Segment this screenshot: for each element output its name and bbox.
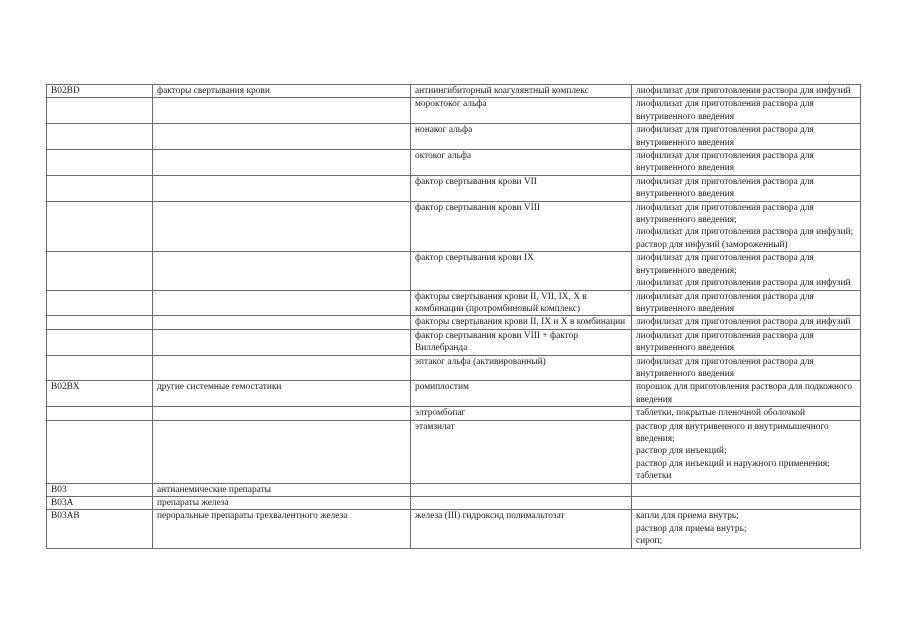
atc-group-cell: антианемические препараты (153, 483, 411, 496)
table-row (47, 124, 861, 150)
atc-group-cell: другие системные гемостатики (153, 381, 411, 407)
drug-name-cell: антиингибиторный коагулянтный комплекс (411, 85, 632, 98)
atc-code-cell (47, 420, 153, 483)
table-row (47, 497, 861, 510)
atc-group-cell: факторы свертывания крови (153, 85, 411, 98)
atc-group-cell (153, 355, 411, 381)
atc-code-cell (47, 355, 153, 381)
dosage-form-cell: лиофилизат для приготовления раствора для внутривенного введения (632, 98, 861, 124)
dosage-form-cell: лиофилизат для приготовления раствора для внутривенного введения (632, 329, 861, 355)
dosage-form-cell: лиофилизат для приготовления раствора для внутривенного введения (632, 124, 861, 150)
drug-name-cell: элтромбопаг (411, 407, 632, 420)
table-row (47, 98, 861, 124)
dosage-form-cell: лиофилизат для приготовления раствора для внутривенного введения (632, 150, 861, 176)
drug-name-cell: эптаког альфа (активированный) (411, 355, 632, 381)
dosage-form-cell: лиофилизат для приготовления раствора для внутривенного введения; лиофилизат для приготовления раствора для инфузий (632, 252, 861, 290)
table-row (47, 150, 861, 176)
dosage-form-cell: лиофилизат для приготовления раствора для инфузий (632, 85, 861, 98)
table-row (47, 483, 861, 496)
dosage-form-cell: лиофилизат для приготовления раствора для инфузий (632, 316, 861, 329)
drug-name-cell: фактор свертывания крови VII (411, 175, 632, 201)
table-row (47, 201, 861, 252)
drug-list-table (46, 84, 861, 549)
table-row (47, 381, 861, 407)
drug-name-cell: фактор свертывания крови VIII (411, 201, 632, 252)
atc-code-cell (47, 252, 153, 290)
drug-name-cell: этамзилат (411, 420, 632, 483)
atc-group-cell (153, 150, 411, 176)
atc-code-cell (47, 150, 153, 176)
atc-code-cell (47, 407, 153, 420)
table-row (47, 329, 861, 355)
dosage-form-cell: капли для приема внутрь; раствор для приема внутрь; сироп; (632, 510, 861, 548)
dosage-form-cell: лиофилизат для приготовления раствора для внутривенного введения (632, 175, 861, 201)
table-row (47, 290, 861, 316)
drug-name-cell: факторы свертывания крови II, VII, IX, X в комбинации (протромбиновый комплекс) (411, 290, 632, 316)
table-row (47, 355, 861, 381)
drug-name-cell: нонаког альфа (411, 124, 632, 150)
table-row (47, 407, 861, 420)
drug-list-body (47, 85, 861, 549)
atc-group-cell: препараты железа (153, 497, 411, 510)
table-row (47, 252, 861, 290)
atc-group-cell (153, 252, 411, 290)
drug-name-cell: фактор свертывания крови VIII + фактор Виллебранда (411, 329, 632, 355)
atc-group-cell (153, 407, 411, 420)
dosage-form-cell: порошок для приготовления раствора для подкожного введения (632, 381, 861, 407)
atc-code-cell (47, 98, 153, 124)
atc-group-cell (153, 124, 411, 150)
atc-group-cell (153, 329, 411, 355)
drug-name-cell: железа (III) гидроксид полимальтозат (411, 510, 632, 548)
table-row (47, 316, 861, 329)
atc-code-cell (47, 201, 153, 252)
table-row (47, 420, 861, 483)
dosage-form-cell: раствор для внутривенного и внутримышечного введения; раствор для инъекций; раствор для инъекций и наружного применения; таблетки (632, 420, 861, 483)
atc-code-cell (47, 124, 153, 150)
drug-name-cell: фактор свертывания крови IX (411, 252, 632, 290)
drug-name-cell: ромиплостим (411, 381, 632, 407)
dosage-form-cell (632, 497, 861, 510)
drug-name-cell (411, 483, 632, 496)
atc-code-cell: B03AB (47, 510, 153, 548)
atc-code-cell: B02BD (47, 85, 153, 98)
atc-group-cell: пероральные препараты трехвалентного железа (153, 510, 411, 548)
atc-group-cell (153, 98, 411, 124)
dosage-form-cell: таблетки, покрытые пленочной оболочкой (632, 407, 861, 420)
atc-group-cell (153, 201, 411, 252)
atc-group-cell (153, 316, 411, 329)
table-row (47, 175, 861, 201)
atc-code-cell (47, 175, 153, 201)
atc-group-cell (153, 290, 411, 316)
atc-code-cell: B03 (47, 483, 153, 496)
atc-code-cell (47, 290, 153, 316)
table-row (47, 85, 861, 98)
drug-name-cell: октоког альфа (411, 150, 632, 176)
drug-name-cell: мороктоког альфа (411, 98, 632, 124)
drug-name-cell: факторы свертывания крови II, IX и X в комбинации (411, 316, 632, 329)
atc-code-cell: B02BX (47, 381, 153, 407)
dosage-form-cell: лиофилизат для приготовления раствора для внутривенного введения (632, 355, 861, 381)
atc-code-cell: B03A (47, 497, 153, 510)
dosage-form-cell: лиофилизат для приготовления раствора для внутривенного введения; лиофилизат для приготовления раствора для инфузий; раствор для инфузий (замороженный) (632, 201, 861, 252)
dosage-form-cell: лиофилизат для приготовления раствора для внутривенного введения (632, 290, 861, 316)
atc-group-cell (153, 420, 411, 483)
dosage-form-cell (632, 483, 861, 496)
drug-name-cell (411, 497, 632, 510)
atc-code-cell (47, 329, 153, 355)
atc-code-cell (47, 316, 153, 329)
atc-group-cell (153, 175, 411, 201)
table-row (47, 510, 861, 548)
